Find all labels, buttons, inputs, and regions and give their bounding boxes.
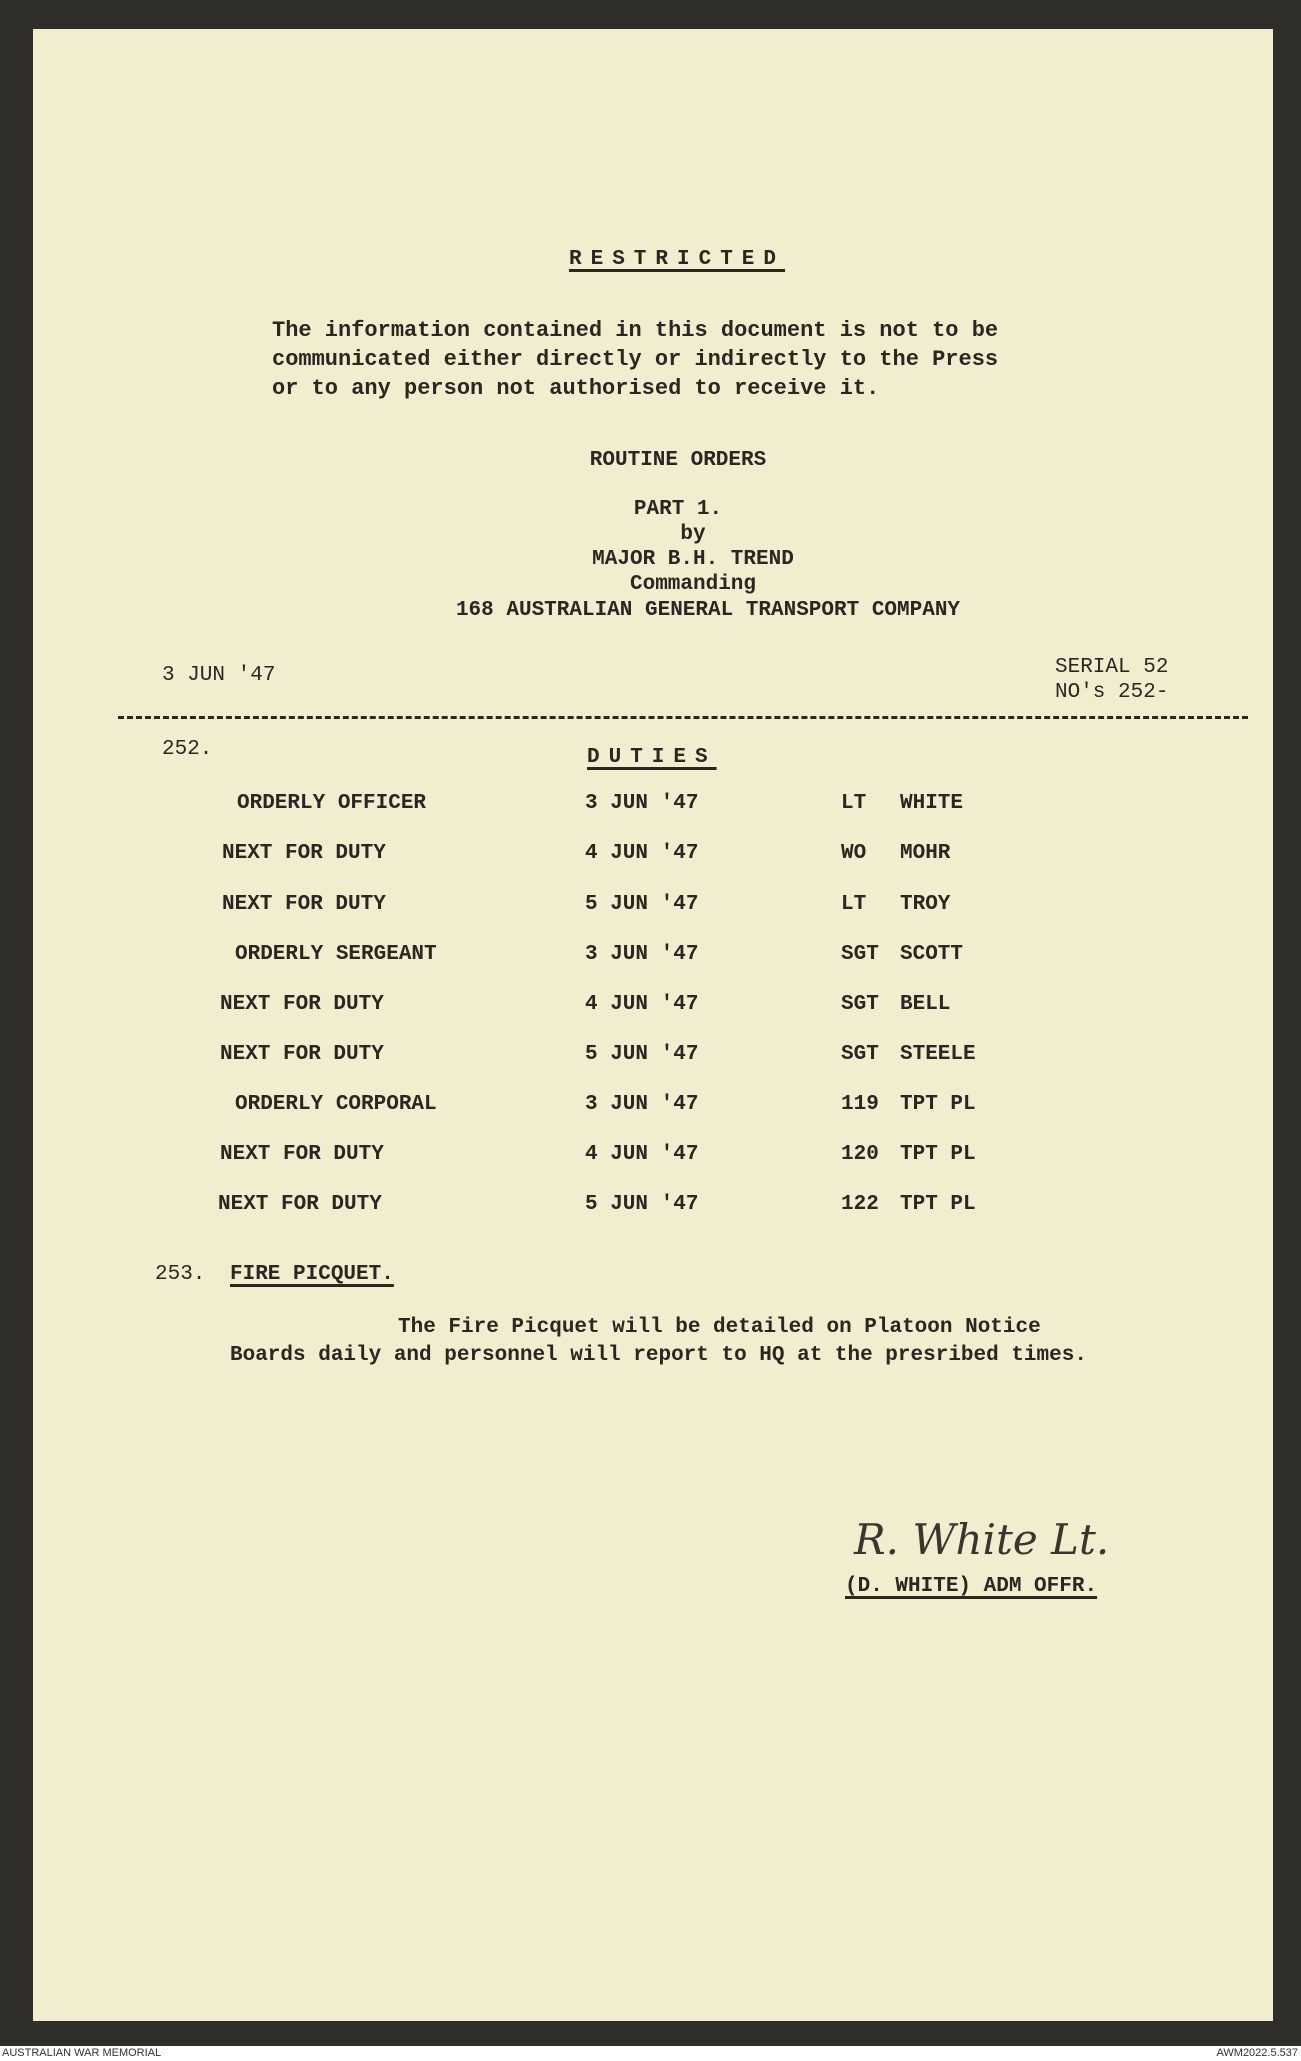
duty-name: WHITE	[900, 792, 964, 815]
duty-date: 5 JUN '47	[585, 1193, 699, 1216]
duty-name: MOHR	[900, 842, 951, 865]
duty-date: 5 JUN '47	[585, 1043, 699, 1066]
duty-rank: SGT	[841, 1043, 879, 1066]
duty-name: SCOTT	[900, 943, 964, 966]
notice-line-2: communicated either directly or indirectly to the Press	[272, 347, 999, 372]
unit-name: 168 AUSTRALIAN GENERAL TRANSPORT COMPANY	[455, 599, 961, 622]
duty-name: BELL	[900, 993, 951, 1016]
footer-institution: AUSTRALIAN WAR MEMORIAL	[2, 2047, 162, 2059]
part-label: PART 1.	[633, 498, 723, 521]
duty-name: STEELE	[900, 1043, 976, 1066]
item-number-253: 253.	[155, 1263, 206, 1286]
fire-picquet-line-2: Boards daily and personnel will report to HQ at the presribed times.	[230, 1344, 1087, 1367]
handwritten-signature: R. White Lt.	[854, 1515, 1110, 1564]
commanding-label: Commanding	[629, 573, 757, 596]
duty-rank: 122	[841, 1193, 879, 1216]
commander-name: MAJOR B.H. TREND	[592, 548, 794, 571]
divider	[118, 716, 1248, 719]
duty-date: 3 JUN '47	[585, 943, 699, 966]
document-title: ROUTINE ORDERS	[589, 449, 767, 472]
duty-name: TPT PL	[900, 1093, 976, 1116]
duty-rank: 119	[841, 1093, 879, 1116]
duty-duty: NEXT FOR DUTY	[220, 1043, 384, 1066]
duty-name: TPT PL	[900, 1193, 976, 1216]
duty-rank: LT	[841, 893, 867, 916]
duty-rank: LT	[841, 792, 867, 815]
duty-duty: NEXT FOR DUTY	[220, 993, 384, 1016]
duties-heading: DUTIES	[587, 746, 717, 769]
duty-date: 5 JUN '47	[585, 893, 699, 916]
duty-duty: NEXT FOR DUTY	[220, 1143, 384, 1166]
serial-number: SERIAL 52	[1055, 656, 1169, 679]
duty-duty: ORDERLY OFFICER	[237, 792, 427, 815]
duty-date: 4 JUN '47	[585, 842, 699, 865]
duty-duty: ORDERLY SERGEANT	[235, 943, 437, 966]
notice-line-1: The information contained in this document is not to be	[272, 318, 999, 343]
duty-rank: SGT	[841, 993, 879, 1016]
notice-line-3: or to any person not authorised to receive it.	[272, 376, 880, 401]
duty-rank: WO	[841, 842, 867, 865]
duty-duty: NEXT FOR DUTY	[222, 842, 386, 865]
duty-duty: NEXT FOR DUTY	[222, 893, 386, 916]
duty-duty: NEXT FOR DUTY	[218, 1193, 382, 1216]
classification-heading: RESTRICTED	[568, 248, 786, 271]
duty-name: TROY	[900, 893, 951, 916]
order-date: 3 JUN '47	[162, 664, 276, 687]
duty-date: 3 JUN '47	[585, 1093, 699, 1116]
duty-date: 4 JUN '47	[585, 1143, 699, 1166]
order-numbers: NO's 252-	[1055, 681, 1169, 704]
duty-rank: 120	[841, 1143, 879, 1166]
duty-name: TPT PL	[900, 1143, 976, 1166]
footer-reference: AWM2022.5.537	[1216, 2047, 1298, 2059]
duty-date: 3 JUN '47	[585, 792, 699, 815]
signatory-name: (D. WHITE) ADM OFFR.	[845, 1575, 1098, 1598]
by-label: by	[680, 523, 706, 546]
fire-picquet-heading: FIRE PICQUET.	[230, 1263, 394, 1286]
item-number-252: 252.	[162, 738, 213, 761]
fire-picquet-line-1: The Fire Picquet will be detailed on Platoon Notice	[398, 1316, 1041, 1339]
duty-date: 4 JUN '47	[585, 993, 699, 1016]
duty-rank: SGT	[841, 943, 879, 966]
duty-duty: ORDERLY CORPORAL	[235, 1093, 437, 1116]
